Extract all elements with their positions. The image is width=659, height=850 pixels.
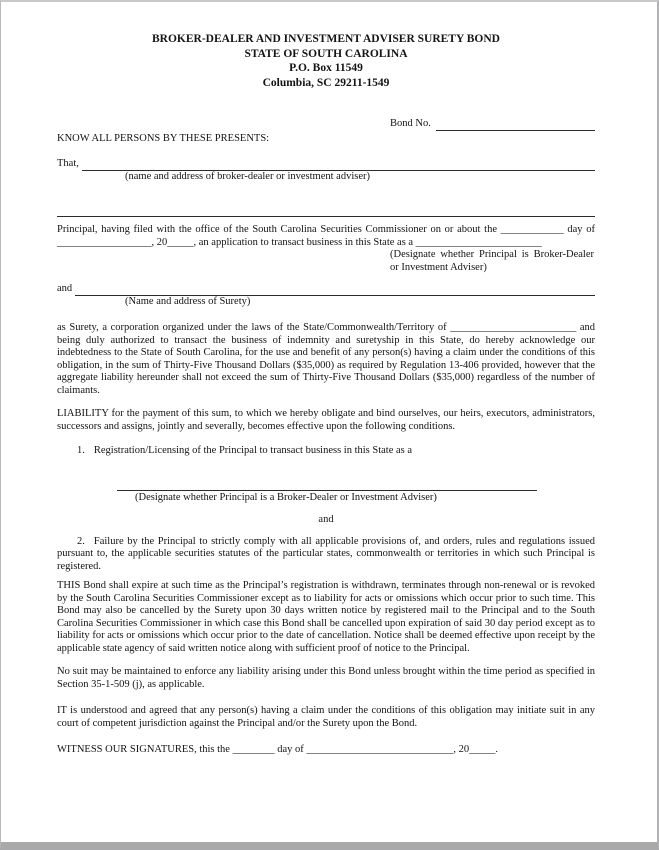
witness-signatures-line: WITNESS OUR SIGNATURES, this the ________ day of ____________________________, 20_____. — [57, 744, 498, 755]
condition-2-number: 2. — [77, 535, 85, 547]
broker-dealer-name-caption: (name and address of broker-dealer or investment adviser) — [125, 170, 370, 182]
surety-obligation-paragraph: as Surety, a corporation organized under the laws of the State/Commonwealth/Territory of ________________________ and being duly authorized to transact the business of indemnity and suretyship in this State, do hereby acknowledge our indebtedness to the State of South Carolina, for the use and benefit of any person(s) having a claim under the conditions of this obligation, in the sum of Thirty-Five Thousand Dollars ($35,000) as required by Regulation 13-406 provided, however that the aggregate liability hereunder shall not exceed the sum of Thirty-Five Thousand Dollars ($35,000) regardless of the number of claimants. — [57, 322, 595, 396]
designate-principal-caption: (Designate whether Principal is Broker-Dealer or Investment Adviser) — [390, 249, 594, 273]
that-label: That, — [57, 158, 79, 169]
surety-name-row — [57, 283, 595, 296]
no-suit-paragraph: No suit may be maintained to enforce any liability arising under this Bond unless brought within the time period as specified in Section 35-1-509 (j), as applicable. — [57, 666, 595, 690]
designation-blank-line — [117, 479, 537, 491]
surety-name-caption: (Name and address of Surety) — [125, 295, 251, 307]
condition-2-text: Failure by the Principal to strictly comply with all applicable provisions of, and orders, rules and regulations issued pursuant to, the applicable securities statutes of the particular states, commonwealth or territories in which such Principal is registered. — [57, 535, 595, 572]
designation-blank-row — [117, 479, 537, 491]
bond-expiry-paragraph: THIS Bond shall expire at such time as the Principal’s registration is withdrawn, terminates through non-renewal or is revoked by the South Carolina Securities Commissioner except as to liability for acts or omissions which occur prior to such time. This Bond may also be cancelled by the Surety upon 30 days written notice by registered mail to the Principal and to the South Carolina Securities Commissioner in which case this Bond shall be cancelled upon expiration of said 30 day period except as to liability for acts or omissions which occur prior to the date of cancellation. Notice shall be deemed effective upon receipt by the applicable state agency of said written notice along with sufficient proof of notice to the Principal. — [57, 580, 595, 654]
bond-number-row — [390, 118, 595, 131]
designate-principal-caption-2: (Designate whether Principal is a Broker-Dealer or Investment Adviser) — [135, 491, 437, 503]
bond-number-blank-line — [436, 120, 595, 131]
document-content — [1, 2, 657, 757]
principal-name-blank-line — [82, 160, 595, 171]
condition-item-1 — [57, 445, 595, 458]
condition-1-text: Registration/Licensing of the Principal to transact business in this State as a — [93, 445, 413, 456]
liability-paragraph: LIABILITY for the payment of this sum, to which we hereby obligate and bind ourselves, our heirs, executors, administrators, successors and assigns, jointly and severally, becomes effective upon the following conditions. — [57, 408, 595, 432]
principal-name-row — [57, 158, 595, 171]
address-continuation-row — [57, 205, 595, 217]
surety-name-blank-line — [75, 285, 595, 296]
know-all-persons-line: KNOW ALL PERSONS BY THESE PRESENTS: — [57, 132, 270, 144]
title-line-3: P.O. Box 11549 — [289, 62, 363, 74]
title-line-2: STATE OF SOUTH CAROLINA — [244, 47, 408, 60]
address-continuation-blank-line — [57, 205, 595, 217]
principal-filing-paragraph: Principal, having filed with the office of the South Carolina Securities Commissioner on or about the ____________ day of __________________, 20_____, an application to transact business in this State as a ________________________ — [57, 224, 595, 248]
condition-item-2 — [57, 536, 595, 574]
and-label: and — [57, 283, 73, 294]
and-connector: and — [318, 514, 334, 525]
document-title-block — [57, 32, 595, 90]
condition-1-number: 1. — [77, 445, 85, 456]
title-line-1: BROKER-DEALER AND INVESTMENT ADVISER SURETY BOND — [152, 33, 500, 45]
bond-number-label: Bond No. — [390, 118, 431, 129]
title-line-4: Columbia, SC 29211-1549 — [262, 76, 390, 89]
claim-suit-paragraph: IT is understood and agreed that any person(s) having a claim under the conditions of this obligation may initiate suit in any court of competent jurisdiction against the Principal and/or the Surety upon the Bond. — [57, 705, 595, 729]
